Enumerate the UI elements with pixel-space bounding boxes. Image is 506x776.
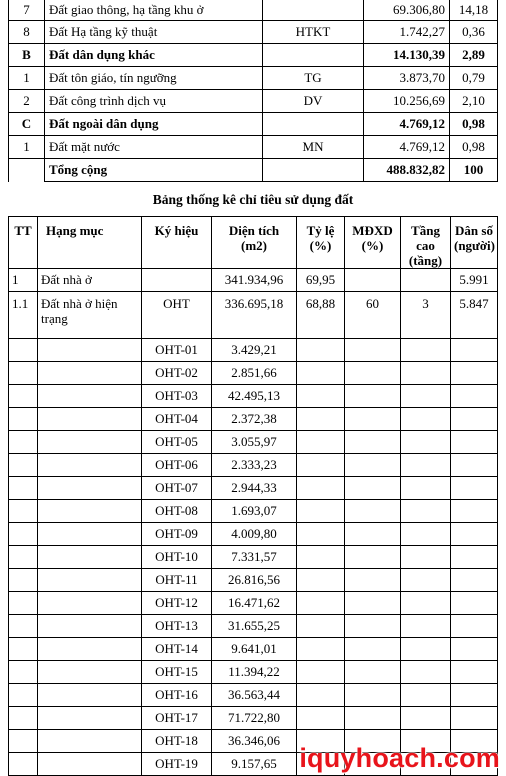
cell-tt bbox=[9, 500, 38, 523]
cell-ratio: 69,95 bbox=[297, 269, 345, 292]
table-header bbox=[9, 217, 498, 269]
cell-population bbox=[451, 431, 498, 454]
summary-row bbox=[9, 44, 498, 67]
header-tt: TT bbox=[9, 217, 38, 269]
land-use-summary-table bbox=[8, 0, 498, 182]
cell-area: 36.346,06 bbox=[212, 730, 297, 753]
cell-population: 5.991 bbox=[451, 269, 498, 292]
cell-floors bbox=[401, 454, 451, 477]
cell-floors bbox=[401, 362, 451, 385]
cell-ratio bbox=[297, 592, 345, 615]
cell-tt bbox=[9, 546, 38, 569]
cell-density bbox=[345, 269, 401, 292]
table-caption: Bảng thống kê chỉ tiêu sử dụng đất bbox=[152, 192, 354, 207]
row-name: Đất dân dụng khác bbox=[45, 44, 263, 67]
summary-row bbox=[9, 90, 498, 113]
cell-tt bbox=[9, 569, 38, 592]
cell-symbol: OHT-09 bbox=[142, 523, 212, 546]
cell-population bbox=[451, 523, 498, 546]
cell-ratio bbox=[297, 661, 345, 684]
cell-symbol: OHT-13 bbox=[142, 615, 212, 638]
cell-category bbox=[38, 408, 142, 431]
cell-tt bbox=[9, 362, 38, 385]
row-number: 8 bbox=[9, 21, 45, 44]
summary-row bbox=[9, 21, 498, 44]
cell-tt bbox=[9, 385, 38, 408]
row-area: 10.256,69 bbox=[364, 90, 450, 113]
row-percent: 2,10 bbox=[450, 90, 498, 113]
table-row bbox=[9, 684, 498, 707]
summary-row bbox=[9, 113, 498, 136]
cell-population bbox=[451, 477, 498, 500]
cell-symbol: OHT-01 bbox=[142, 339, 212, 362]
cell-tt bbox=[9, 431, 38, 454]
cell-symbol: OHT-14 bbox=[142, 638, 212, 661]
summary-table-body bbox=[9, 0, 498, 182]
cell-ratio bbox=[297, 615, 345, 638]
header-ratio: Tỷ lệ (%) bbox=[297, 217, 345, 269]
cell-area: 9.641,01 bbox=[212, 638, 297, 661]
cell-symbol: OHT bbox=[142, 292, 212, 339]
cell-ratio bbox=[297, 523, 345, 546]
row-name: Đất mặt nước bbox=[45, 136, 263, 159]
table-row bbox=[9, 431, 498, 454]
cell-population bbox=[451, 362, 498, 385]
table-row bbox=[9, 339, 498, 362]
cell-density bbox=[345, 477, 401, 500]
header-area: Diện tích (m2) bbox=[212, 217, 297, 269]
cell-category bbox=[38, 638, 142, 661]
cell-ratio bbox=[297, 546, 345, 569]
cell-density bbox=[345, 454, 401, 477]
cell-area: 26.816,56 bbox=[212, 569, 297, 592]
table-row bbox=[9, 500, 498, 523]
cell-area: 9.157,65 bbox=[212, 753, 297, 776]
cell-tt: 1 bbox=[9, 269, 38, 292]
cell-population bbox=[451, 500, 498, 523]
cell-population bbox=[451, 454, 498, 477]
row-name: Đất tôn giáo, tín ngưỡng bbox=[45, 67, 263, 90]
cell-floors bbox=[401, 615, 451, 638]
cell-category bbox=[38, 477, 142, 500]
cell-category bbox=[38, 362, 142, 385]
cell-ratio bbox=[297, 431, 345, 454]
cell-density bbox=[345, 523, 401, 546]
cell-area: 4.009,80 bbox=[212, 523, 297, 546]
table-row bbox=[9, 385, 498, 408]
row-number: 1 bbox=[9, 136, 45, 159]
cell-symbol: OHT-02 bbox=[142, 362, 212, 385]
cell-ratio bbox=[297, 362, 345, 385]
table-row bbox=[9, 477, 498, 500]
cell-area: 42.495,13 bbox=[212, 385, 297, 408]
cell-category bbox=[38, 684, 142, 707]
row-code: HTKT bbox=[263, 21, 364, 44]
row-area: 4.769,12 bbox=[364, 113, 450, 136]
cell-ratio bbox=[297, 339, 345, 362]
table-row bbox=[9, 523, 498, 546]
table-row bbox=[9, 638, 498, 661]
header-population: Dân số (người) bbox=[451, 217, 498, 269]
cell-area: 31.655,25 bbox=[212, 615, 297, 638]
header-category: Hạng mục bbox=[38, 217, 142, 269]
cell-floors bbox=[401, 546, 451, 569]
cell-symbol: OHT-12 bbox=[142, 592, 212, 615]
cell-area: 3.055,97 bbox=[212, 431, 297, 454]
cell-area: 2.372,38 bbox=[212, 408, 297, 431]
table-row bbox=[9, 661, 498, 684]
cell-tt bbox=[9, 684, 38, 707]
cell-category bbox=[38, 730, 142, 753]
cell-tt bbox=[9, 523, 38, 546]
cell-density bbox=[345, 431, 401, 454]
summary-row bbox=[9, 0, 498, 21]
cell-area: 2.333,23 bbox=[212, 454, 297, 477]
row-number bbox=[9, 159, 45, 182]
cell-ratio: 68,88 bbox=[297, 292, 345, 339]
row-area: 69.306,80 bbox=[364, 0, 450, 21]
cell-density bbox=[345, 615, 401, 638]
cell-tt bbox=[9, 707, 38, 730]
cell-area: 341.934,96 bbox=[212, 269, 297, 292]
cell-density bbox=[345, 569, 401, 592]
row-percent: 100 bbox=[450, 159, 498, 182]
header-symbol: Ký hiệu bbox=[142, 217, 212, 269]
cell-floors bbox=[401, 684, 451, 707]
cell-area: 3.429,21 bbox=[212, 339, 297, 362]
cell-ratio bbox=[297, 707, 345, 730]
site-watermark: iquyhoach.com bbox=[299, 743, 500, 773]
cell-population bbox=[451, 385, 498, 408]
cell-symbol: OHT-16 bbox=[142, 684, 212, 707]
cell-area: 16.471,62 bbox=[212, 592, 297, 615]
row-number: 7 bbox=[9, 0, 45, 21]
cell-density bbox=[345, 684, 401, 707]
cell-symbol: OHT-10 bbox=[142, 546, 212, 569]
table-row bbox=[9, 707, 498, 730]
row-area: 488.832,82 bbox=[364, 159, 450, 182]
table-row bbox=[9, 569, 498, 592]
cell-density bbox=[345, 362, 401, 385]
cell-population: 5.847 bbox=[451, 292, 498, 339]
cell-density bbox=[345, 500, 401, 523]
cell-floors bbox=[401, 661, 451, 684]
cell-density: 60 bbox=[345, 292, 401, 339]
cell-population bbox=[451, 339, 498, 362]
cell-population bbox=[451, 408, 498, 431]
cell-symbol: OHT-03 bbox=[142, 385, 212, 408]
cell-tt bbox=[9, 615, 38, 638]
cell-area: 36.563,44 bbox=[212, 684, 297, 707]
cell-ratio bbox=[297, 408, 345, 431]
cell-area: 7.331,57 bbox=[212, 546, 297, 569]
cell-category bbox=[38, 615, 142, 638]
table-row bbox=[9, 454, 498, 477]
summary-row bbox=[9, 136, 498, 159]
land-use-indicators-table bbox=[8, 216, 498, 776]
cell-area: 2.851,66 bbox=[212, 362, 297, 385]
row-name: Tổng cộng bbox=[45, 159, 263, 182]
cell-ratio bbox=[297, 477, 345, 500]
header-density: MĐXD (%) bbox=[345, 217, 401, 269]
cell-symbol: OHT-07 bbox=[142, 477, 212, 500]
cell-category bbox=[38, 385, 142, 408]
row-percent: 0,98 bbox=[450, 113, 498, 136]
cell-area: 1.693,07 bbox=[212, 500, 297, 523]
table-row bbox=[9, 615, 498, 638]
cell-ratio bbox=[297, 454, 345, 477]
cell-population bbox=[451, 569, 498, 592]
cell-category bbox=[38, 523, 142, 546]
cell-symbol: OHT-18 bbox=[142, 730, 212, 753]
cell-category bbox=[38, 661, 142, 684]
cell-population bbox=[451, 638, 498, 661]
cell-tt bbox=[9, 661, 38, 684]
cell-tt bbox=[9, 408, 38, 431]
cell-tt bbox=[9, 477, 38, 500]
cell-floors bbox=[401, 431, 451, 454]
cell-density bbox=[345, 385, 401, 408]
cell-density bbox=[345, 339, 401, 362]
cell-category bbox=[38, 454, 142, 477]
header-floors: Tầng cao (tầng) bbox=[401, 217, 451, 269]
row-number: B bbox=[9, 44, 45, 67]
cell-population bbox=[451, 546, 498, 569]
row-percent: 14,18 bbox=[450, 0, 498, 21]
cell-population bbox=[451, 615, 498, 638]
row-number: 1 bbox=[9, 67, 45, 90]
cell-tt bbox=[9, 454, 38, 477]
row-area: 1.742,27 bbox=[364, 21, 450, 44]
cell-population bbox=[451, 684, 498, 707]
cell-floors bbox=[401, 592, 451, 615]
table-row bbox=[9, 592, 498, 615]
cell-floors bbox=[401, 500, 451, 523]
cell-population bbox=[451, 661, 498, 684]
row-area: 3.873,70 bbox=[364, 67, 450, 90]
cell-density bbox=[345, 707, 401, 730]
row-name: Đất giao thông, hạ tầng khu ở bbox=[45, 0, 263, 21]
cell-category bbox=[38, 753, 142, 776]
row-percent: 2,89 bbox=[450, 44, 498, 67]
row-number: 2 bbox=[9, 90, 45, 113]
cell-symbol: OHT-08 bbox=[142, 500, 212, 523]
cell-floors bbox=[401, 385, 451, 408]
cell-tt bbox=[9, 592, 38, 615]
cell-tt bbox=[9, 638, 38, 661]
cell-ratio bbox=[297, 385, 345, 408]
cell-floors: 3 bbox=[401, 292, 451, 339]
cell-population bbox=[451, 592, 498, 615]
cell-density bbox=[345, 661, 401, 684]
row-percent: 0,79 bbox=[450, 67, 498, 90]
row-code bbox=[263, 113, 364, 136]
cell-floors bbox=[401, 339, 451, 362]
cell-symbol bbox=[142, 269, 212, 292]
cell-density bbox=[345, 546, 401, 569]
cell-area: 11.394,22 bbox=[212, 661, 297, 684]
table-row bbox=[9, 408, 498, 431]
table-row bbox=[9, 362, 498, 385]
cell-tt: 1.1 bbox=[9, 292, 38, 339]
cell-symbol: OHT-11 bbox=[142, 569, 212, 592]
row-code bbox=[263, 44, 364, 67]
cell-category bbox=[38, 431, 142, 454]
row-code: TG bbox=[263, 67, 364, 90]
cell-ratio bbox=[297, 500, 345, 523]
cell-category bbox=[38, 569, 142, 592]
cell-floors bbox=[401, 523, 451, 546]
table-row bbox=[9, 269, 498, 292]
row-code: DV bbox=[263, 90, 364, 113]
cell-ratio bbox=[297, 684, 345, 707]
cell-symbol: OHT-15 bbox=[142, 661, 212, 684]
table-row bbox=[9, 546, 498, 569]
cell-ratio bbox=[297, 638, 345, 661]
cell-category bbox=[38, 500, 142, 523]
cell-density bbox=[345, 638, 401, 661]
row-code: MN bbox=[263, 136, 364, 159]
cell-density bbox=[345, 592, 401, 615]
cell-tt bbox=[9, 339, 38, 362]
cell-floors bbox=[401, 408, 451, 431]
row-code bbox=[263, 159, 364, 182]
row-number: C bbox=[9, 113, 45, 136]
cell-symbol: OHT-19 bbox=[142, 753, 212, 776]
cell-tt bbox=[9, 730, 38, 753]
cell-ratio bbox=[297, 569, 345, 592]
cell-symbol: OHT-17 bbox=[142, 707, 212, 730]
table-row bbox=[9, 292, 498, 339]
cell-area: 71.722,80 bbox=[212, 707, 297, 730]
row-name: Đất ngoài dân dụng bbox=[45, 113, 263, 136]
cell-floors bbox=[401, 638, 451, 661]
cell-category bbox=[38, 546, 142, 569]
cell-area: 336.695,18 bbox=[212, 292, 297, 339]
cell-floors bbox=[401, 477, 451, 500]
cell-category: Đất nhà ở hiện trạng bbox=[38, 292, 142, 339]
cell-symbol: OHT-04 bbox=[142, 408, 212, 431]
row-name: Đất Hạ tầng kỹ thuật bbox=[45, 21, 263, 44]
cell-density bbox=[345, 408, 401, 431]
cell-population bbox=[451, 707, 498, 730]
summary-row bbox=[9, 159, 498, 182]
row-area: 4.769,12 bbox=[364, 136, 450, 159]
cell-floors bbox=[401, 707, 451, 730]
cell-floors bbox=[401, 569, 451, 592]
row-percent: 0,36 bbox=[450, 21, 498, 44]
cell-symbol: OHT-06 bbox=[142, 454, 212, 477]
row-area: 14.130,39 bbox=[364, 44, 450, 67]
cell-category: Đất nhà ở bbox=[38, 269, 142, 292]
summary-row bbox=[9, 67, 498, 90]
cell-area: 2.944,33 bbox=[212, 477, 297, 500]
cell-symbol: OHT-05 bbox=[142, 431, 212, 454]
row-code bbox=[263, 0, 364, 21]
row-name: Đất công trình dịch vụ bbox=[45, 90, 263, 113]
cell-category bbox=[38, 592, 142, 615]
row-percent: 0,98 bbox=[450, 136, 498, 159]
cell-floors bbox=[401, 269, 451, 292]
indicators-table-body bbox=[9, 269, 498, 776]
cell-category bbox=[38, 707, 142, 730]
cell-category bbox=[38, 339, 142, 362]
cell-tt bbox=[9, 753, 38, 776]
